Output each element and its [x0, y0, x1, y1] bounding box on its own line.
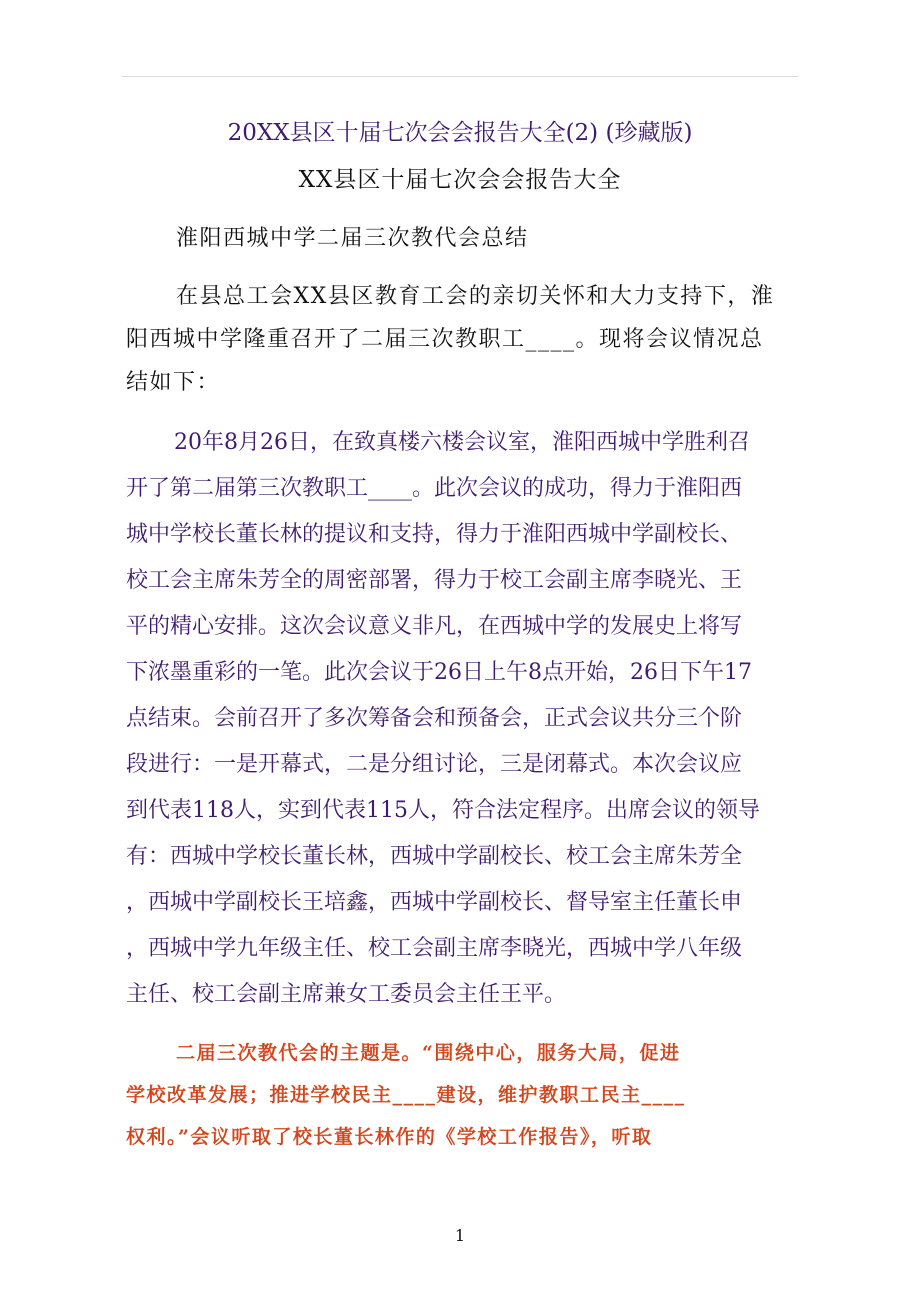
section-heading: 淮阳西城中学二届三次教代会总结: [176, 226, 529, 251]
body-line: 开了第二届第三次教职工____。此次会议的成功，得力于淮阳西: [126, 476, 743, 501]
intro-line: 结如下：: [126, 370, 221, 395]
body-line: ，西城中学副校长王培鑫，西城中学副校长、督导室主任董长申: [126, 890, 743, 915]
body-line: 校工会主席朱芳全的周密部署，得力于校工会副主席李晓光、王: [126, 568, 743, 593]
theme-line: 二届三次教代会的主题是。“围绕中心，服务大局，促进: [176, 1042, 681, 1064]
header-rule: [122, 76, 798, 77]
body-line: 城中学校长董长林的提议和支持，得力于淮阳西城中学副校长、: [126, 522, 743, 547]
body-line: 到代表118人，实到代表115人，符合法定程序。出席会议的领导: [126, 798, 760, 823]
body-line: ，西城中学九年级主任、校工会副主席李晓光，西城中学八年级: [126, 936, 743, 961]
document-subtitle: XX县区十届七次会会报告大全: [298, 167, 622, 193]
page-number: 1: [454, 1226, 466, 1245]
body-line: 平的精心安排。这次会议意义非凡，在西城中学的发展史上将写: [126, 614, 743, 639]
body-line: 点结束。会前召开了多次筹备会和预备会，正式会议共分三个阶: [126, 706, 743, 731]
body-line: 下浓墨重彩的一笔。此次会议于26日上午8点开始，26日下午17: [126, 660, 752, 685]
intro-line: 在县总工会XX县区教育工会的亲切关怀和大力支持下，淮: [176, 284, 775, 309]
body-line: 段进行：一是开幕式，二是分组讨论，三是闭幕式。本次会议应: [126, 752, 743, 777]
theme-line: 权利。”会议听取了校长董长林作的《学校工作报告》，听取: [126, 1126, 653, 1148]
body-line: 20年8月26日，在致真楼六楼会议室，淮阳西城中学胜利召: [174, 430, 750, 455]
body-line: 主任、校工会副主席兼女工委员会主任王平。: [126, 982, 567, 1007]
intro-line: 阳西城中学隆重召开了二届三次教职工____。现将会议情况总: [126, 327, 764, 352]
document-title: 20XX县区十届七次会会报告大全(2) (珍藏版): [227, 120, 693, 146]
theme-line: 学校改革发展；推进学校民主____建设，维护教职工民主____: [126, 1084, 686, 1106]
body-line: 有：西城中学校长董长林，西城中学副校长、校工会主席朱芳全: [126, 844, 743, 869]
